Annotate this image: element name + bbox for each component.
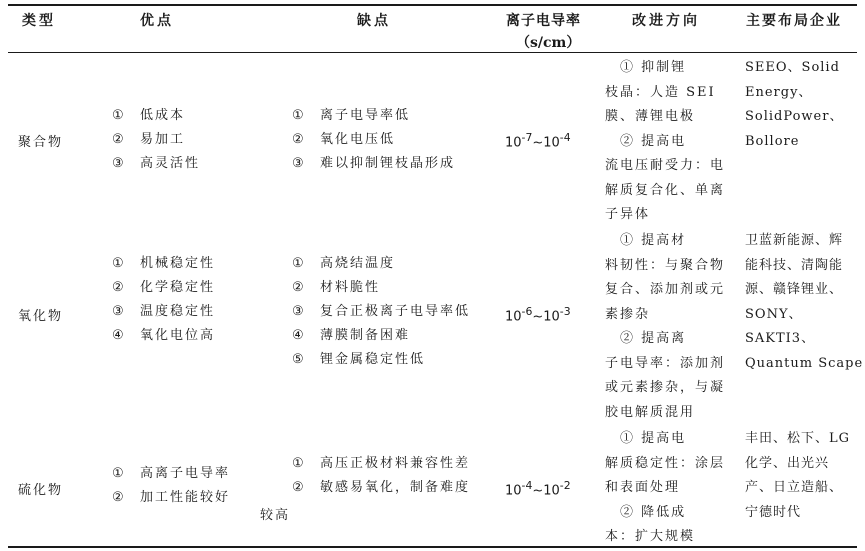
table-header-rule xyxy=(8,52,857,53)
improvement-oxide: ① 提高材 料韧性：与聚合物 复合、添加剂或元 素掺杂 ② 提高离 子电导率：添加剂 或元素掺杂，与凝 胶电解质混用 xyxy=(605,233,726,420)
cons-item: ① 离子电导率低 xyxy=(292,108,411,123)
cons-item: ② 敏感易氧化，制备难度 xyxy=(292,480,471,495)
pros-item: ① 高离子电导率 xyxy=(112,466,231,481)
cons-item: ③ 复合正极离子电导率低 xyxy=(292,304,471,319)
companies-sulfide: 丰田、松下、LG 化学、出光兴 产、日立造船、 宁德时代 xyxy=(745,431,851,520)
header-improvement: 改进方向 xyxy=(632,13,700,29)
companies-polymer: SEEO、Solid Energy、 SolidPower、 Bollore xyxy=(745,60,844,149)
improvement-sulfide: ① 提高电 解质稳定性：涂层 和表面处理 ② 降低成 本：扩大规模 xyxy=(605,431,726,544)
pros-item: ② 易加工 xyxy=(112,132,186,147)
row-type-sulfide: 硫化物 xyxy=(18,483,64,498)
cons-item: ② 材料脆性 xyxy=(292,280,381,295)
header-type: 类型 xyxy=(22,13,56,29)
header-cons: 缺点 xyxy=(357,13,391,29)
conductivity-sulfide: $10^{-4}\sim 10^{-2}$ xyxy=(505,479,571,499)
table-top-rule xyxy=(8,4,857,6)
pros-item: ① 机械稳定性 xyxy=(112,256,216,271)
cons-item: ③ 难以抑制锂枝晶形成 xyxy=(292,156,456,171)
pros-list-sulfide xyxy=(112,462,230,510)
pros-item: ③ 高灵活性 xyxy=(112,156,201,171)
pros-item: ③ 温度稳定性 xyxy=(112,304,216,319)
conductivity-oxide: $10^{-6}\sim 10^{-3}$ xyxy=(505,305,571,325)
improvement-polymer: ① 抑制锂 枝晶：人造 SEI 膜、薄锂电极 ② 提高电 流电压耐受力：电 解质复合化、单离 子异体 xyxy=(605,60,726,222)
cons-item: ① 高烧结温度 xyxy=(292,256,396,271)
table-bottom-rule xyxy=(8,546,857,548)
pros-list-polymer xyxy=(112,104,200,176)
pros-item: ② 加工性能较好 xyxy=(112,490,231,505)
pros-item: ② 化学稳定性 xyxy=(112,280,216,295)
cons-list-oxide xyxy=(292,252,470,372)
pros-list-oxide xyxy=(112,252,215,348)
pros-item: ① 低成本 xyxy=(112,108,186,123)
header-conductivity-unit: （s/cm） xyxy=(516,35,581,51)
header-conductivity: 离子电导率 xyxy=(506,13,581,29)
companies-oxide: 卫蓝新能源、辉 能科技、清陶能 源、赣锋锂业、 SONY、 SAKTI3、 Quantum Scape xyxy=(745,233,864,371)
cons-item: ② 氧化电压低 xyxy=(292,132,396,147)
conductivity-polymer: $10^{-7}\sim 10^{-4}$ xyxy=(505,131,571,151)
row-type-oxide: 氧化物 xyxy=(18,309,64,324)
cons-item: ④ 薄膜制备困难 xyxy=(292,328,411,343)
header-pros: 优点 xyxy=(140,13,174,29)
pros-item: ④ 氧化电位高 xyxy=(112,328,216,343)
pros-tail-sulfide: 较高 xyxy=(260,508,291,523)
row-type-polymer: 聚合物 xyxy=(18,135,64,150)
cons-item: ① 高压正极材料兼容性差 xyxy=(292,456,471,471)
cons-list-sulfide xyxy=(292,452,470,500)
header-companies: 主要布局企业 xyxy=(746,13,842,29)
cons-list-polymer xyxy=(292,104,455,176)
cons-item: ⑤ 锂金属稳定性低 xyxy=(292,352,426,367)
